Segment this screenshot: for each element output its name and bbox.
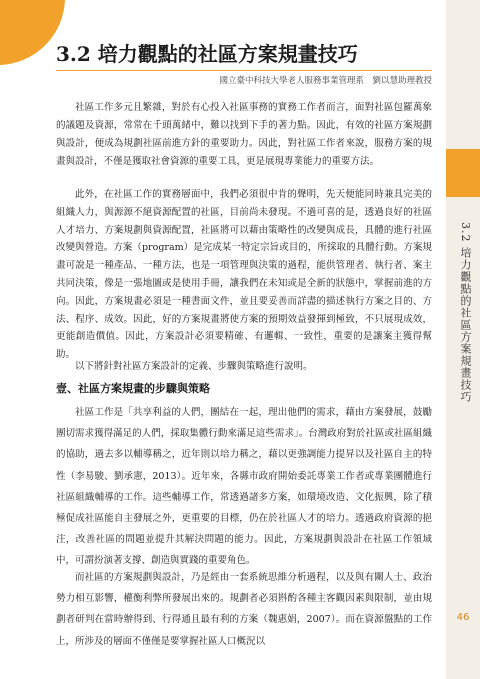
body-paragraph-1: 社區工作多元且繁雜，對於有心投入社區事務的實務工作者而言，面對社區包羅萬象的議題及資源，常常在千頭萬緒中，難以找到下手的著力點。因此，有效的社區方案規劃與設計，便成為規劃社區前進方針的重要助力。因此，對社區工作者來說，服務方案的規畫與設計，不僅是獲取社會資源的重要工具，更是展現專業能力的重要方法。 (56, 102, 432, 167)
body-paragraph-5: 而社區的方案規劃與設計，乃是經由一套系統思維分析過程，以及與有關人士、政治勢力相互影響，權衡利弊所發展出來的。規劃者必須斟酌各種主客觀因素與限制，並由規劃者研判在當時辦得到、行得通且最有利的方案（魏惠娟，2007）。而在資源盤點的工作上，所涉及的層面不僅僅是要掌握社區人口概況以 (56, 572, 432, 647)
title-divider (56, 70, 432, 71)
body-paragraph-3: 以下將針對社區方案設計的定義、步驟與策略進行說明。 (75, 361, 313, 372)
author-line: 國立臺中科技大學老人服務事業管理系 劉以慧助理教授 (219, 76, 432, 86)
page-title: 3.2 培力觀點的社區方案規畫技巧 (56, 42, 358, 66)
section-heading: 壹、社區方案規畫的步驟與策略 (56, 382, 210, 395)
page-number: 46 (456, 612, 470, 623)
body-paragraph-4: 社區工作是「共享利益的人們，團結在一起，理出他們的需求，藉由方案發展，鼓勵團切需求獲得滿足的人們，採取集體行動來滿足這些需求」。台灣政府對於社區或社區組織的協助，過去多以輔導稱之，近年則以培力稱之，藉以更強調能力提昇以及社區自主的特性（李易駿、劉承憲，2013）。近年來，各縣市政府開始委託專業工作者或專業團體進行社區組織輔導的工作。這些輔導工作，常透過諸多方案，如環境改造、文化振興，除了積極促成社區能自主發展之外，更重要的目標，仍在於社區人才的培力。透過政府資源的挹注，改善社區的問題並提升其解決問題的能力。因此，方案規劃與設計在社區工作領域中，可謂扮演著支撐、創造與實踐的重要角色。 (56, 407, 432, 567)
body-paragraph-2: 此外，在社區工作的實務層面中，我們必須很中肯的聲明，先天便能同時兼具完美的組織人力，與源源不絕資源配置的社區，目前尚未發現。不過可喜的是，透過良好的社區人才培力、方案規劃與資源配置，社區將可以藉由策略性的改變與成長，具體的進行社區改變與營造。方案（program）是完成某一特定宗旨或目的，所採取的具體行動。方案規畫可說是一種產品、一種方法，也是一項管理與決策的過程，能供管理者、執行者、案主共同決策，像是一張地圖或是使用手冊，讓我們在未知或是全新的狀態中，掌握前進的方向。因此，方案規畫必須是一種書面文件，並且要妥善而詳盡的描述執行方案之目的、方法、程序、成效。因此，好的方案規畫將使方案的預期效益發揮到極致，不只展現成效，更能創造價值。因此，方案設計必須要精確、有邏輯、一致性，重要的是讓案主獲得幫助。 (56, 189, 432, 361)
chapter-tab-marker (446, 149, 480, 197)
sidebar-chapter-title: 3.2 培力觀點的社區方案規畫技巧 (459, 222, 472, 403)
